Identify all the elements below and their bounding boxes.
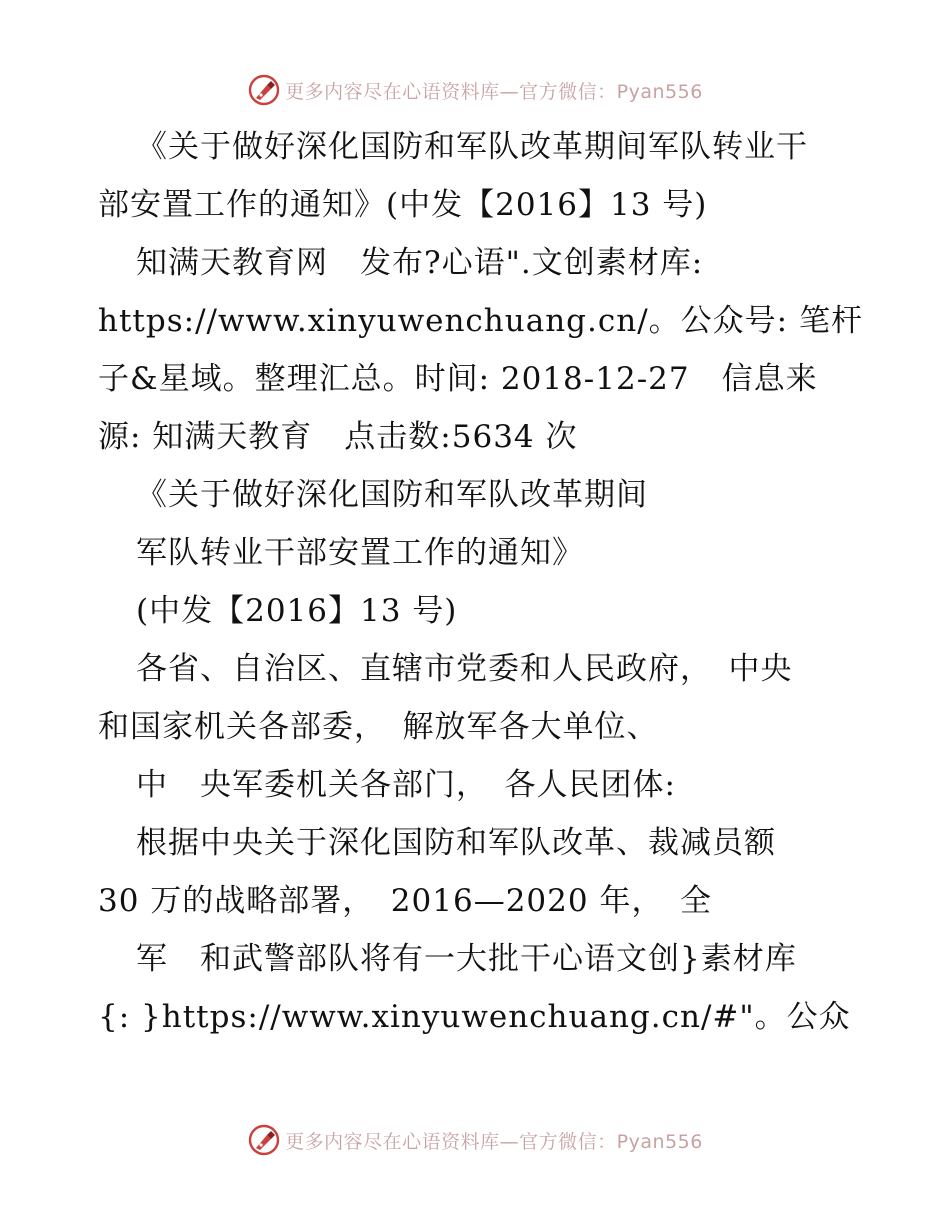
body-line: 各省、自治区、直辖市党委和人民政府， 中央 <box>136 651 793 687</box>
body-line: 和国家机关各部委， 解放军各大单位、 <box>98 709 659 745</box>
body-line: 部安置工作的通知》(中发【2016】13 号) <box>98 187 708 223</box>
body-line: {: }https://www.xinyuwenchuang.cn/#"。公众 <box>98 999 851 1035</box>
body-line: 《关于做好深化国防和军队改革期间 <box>136 477 648 513</box>
body-line: 源: 知满天教育 点击数:5634 次 <box>98 419 578 455</box>
body-line: 军 和武警部队将有一大批干心语文创}素材库 <box>136 941 797 977</box>
body-line: 中 央军委机关各部门， 各人民团体: <box>136 767 676 803</box>
header-banner-label: 更多内容尽在心语资料库—官方微信： <box>285 80 617 103</box>
header-banner-text <box>285 77 703 104</box>
body-line: 军队转业干部安置工作的通知》 <box>136 535 584 571</box>
document-body <box>98 118 863 1046</box>
header-banner <box>0 70 950 110</box>
body-line: 30 万的战略部署， 2016—2020 年， 全 <box>98 883 712 919</box>
body-line: 根据中央关于深化国防和军队改革、裁减员额 <box>136 825 776 861</box>
footer-banner-label: 更多内容尽在心语资料库—官方微信： <box>285 1130 617 1153</box>
footer-banner <box>0 1120 950 1160</box>
body-line: 子&星域。整理汇总。时间: 2018-12-27 信息来 <box>98 361 818 397</box>
body-line: https://www.xinyuwenchuang.cn/。公众号: 笔杆 <box>98 303 863 339</box>
body-line: 知满天教育网 发布?心语".文创素材库: <box>136 245 704 281</box>
body-line: (中发【2016】13 号) <box>136 593 458 629</box>
footer-banner-text <box>285 1127 703 1154</box>
footer-wechat-id: Pyan556 <box>616 1130 703 1153</box>
pen-nib-logo-icon <box>247 1123 281 1157</box>
pen-nib-logo-icon <box>247 73 281 107</box>
header-wechat-id: Pyan556 <box>616 80 703 103</box>
body-line: 《关于做好深化国防和军队改革期间军队转业干 <box>136 129 808 165</box>
